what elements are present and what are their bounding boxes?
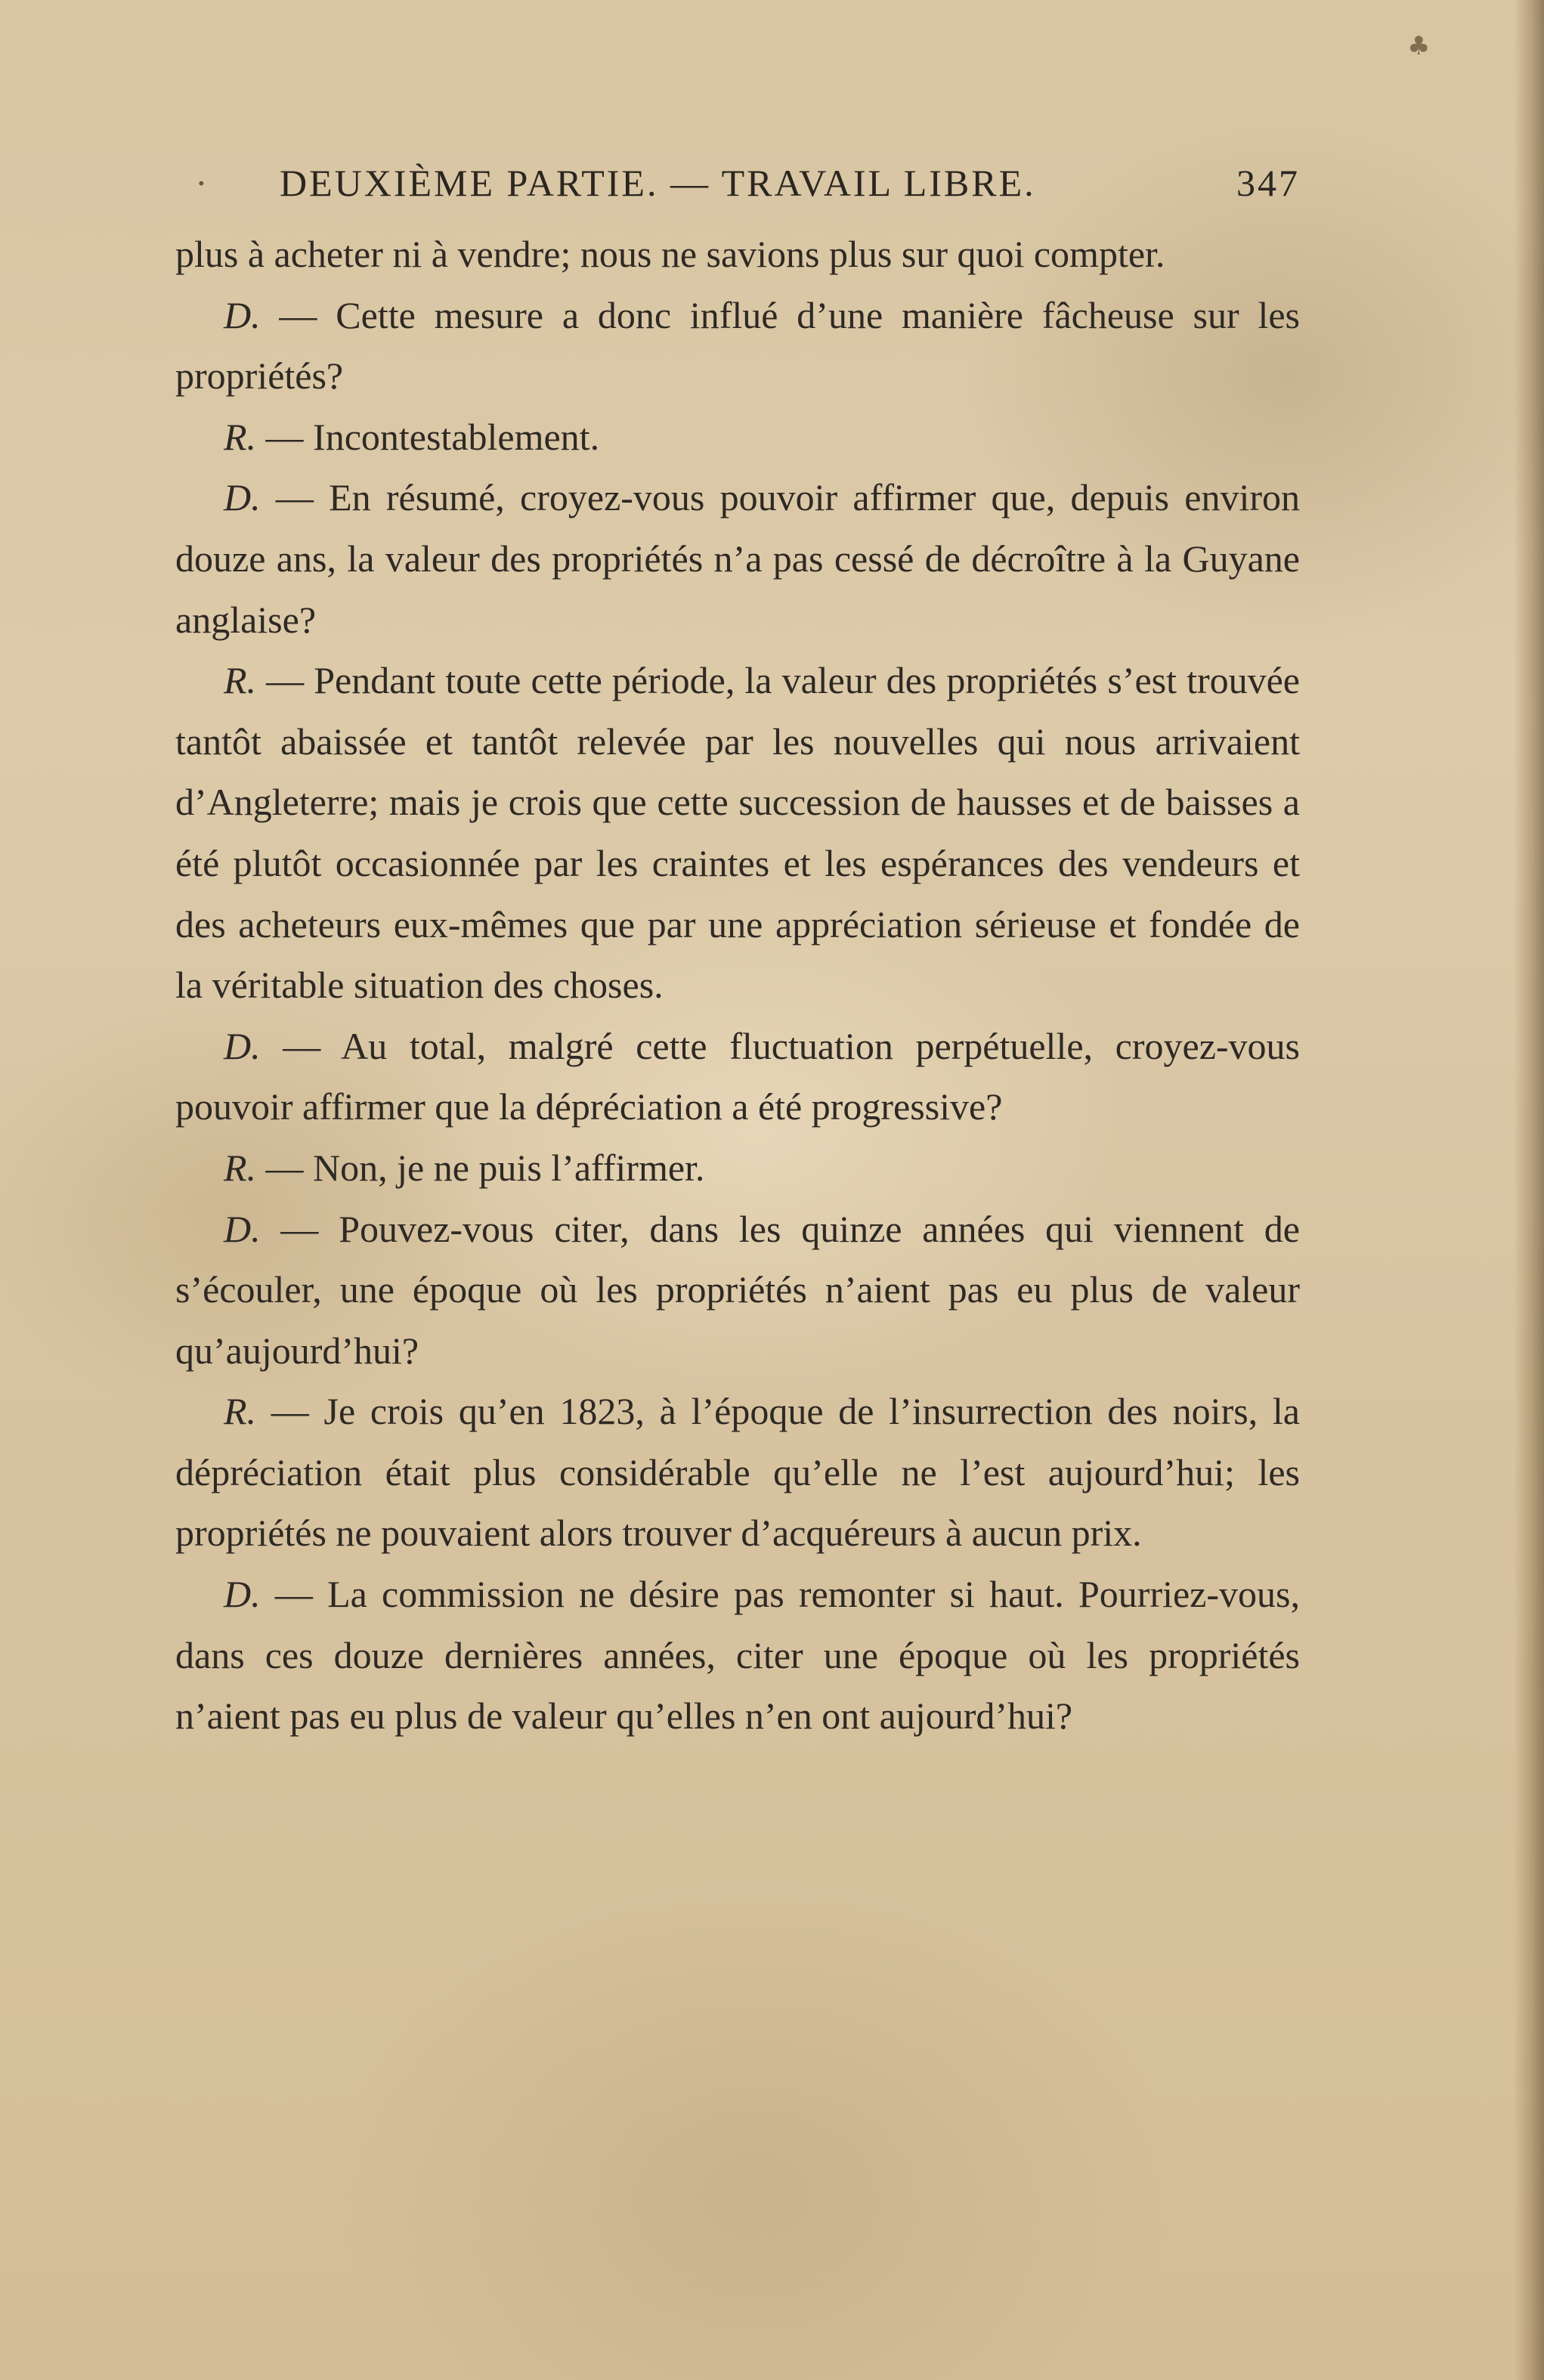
- paragraph-text: — La commission ne désire pas remonter si haut. Pourriez-vous, dans ces douze dernières années, citer une époque où les propriétés n’aient pas eu plus de valeur qu’elles n’en ont aujourd’hui?: [175, 1573, 1300, 1738]
- speaker-label: D.: [224, 1024, 261, 1067]
- speaker-label: D.: [224, 1207, 261, 1250]
- paragraph-0: [175, 224, 1300, 285]
- paragraph-3: [175, 467, 1300, 650]
- paragraph-text: — Non, je ne puis l’affirmer.: [256, 1146, 705, 1189]
- paragraph-4: [175, 650, 1300, 1016]
- page-number: 347: [1236, 162, 1300, 204]
- paragraph-text: — Au total, malgré cette fluctuation perpétuelle, croyez-vous pouvoir affirmer que la dépréciation a été progressive?: [175, 1024, 1300, 1128]
- speaker-label: R.: [224, 1390, 257, 1433]
- paragraph-6: [175, 1137, 1300, 1199]
- paragraph-text: — Je crois qu’en 1823, à l’époque de l’insurrection des noirs, la dépréciation était plus considérable qu’elle ne l’est aujourd’hui; les propriétés ne pouvaient alors trouver d’acquéreurs à aucun prix.: [175, 1390, 1300, 1555]
- paragraph-text: plus à acheter ni à vendre; nous ne savions plus sur quoi compter.: [175, 233, 1165, 275]
- paragraph-5: [175, 1016, 1300, 1137]
- paragraph-text: — En résumé, croyez-vous pouvoir affirmer que, depuis environ douze ans, la valeur des propriétés n’a pas cessé de décroître à la Guyane anglaise?: [175, 476, 1300, 641]
- header-bullet: ·: [195, 162, 210, 204]
- paragraph-text: — Pendant toute cette période, la valeur des propriétés s’est trouvée tantôt abaissée et tantôt relevée par les nouvelles qui nous arrivaient d’Angleterre; mais je crois que cette succession de hausses et de baisses a été plutôt occasionnée par les craintes et les espérances des vendeurs et des acheteurs eux-mêmes que par une appréciation sérieuse et fondée de la véritable situation des choses.: [175, 659, 1300, 1007]
- paragraph-text: — Pouvez-vous citer, dans les quinze années qui viennent de s’écouler, une époque où les propriétés n’aient pas eu plus de valeur qu’aujourd’hui?: [175, 1207, 1300, 1372]
- speaker-label: R.: [224, 415, 257, 458]
- paragraph-7: [175, 1199, 1300, 1382]
- paragraph-1: [175, 285, 1300, 407]
- speaker-label: R.: [224, 1146, 257, 1189]
- paragraph-9: [175, 1564, 1300, 1747]
- corner-ornament-icon: ♣: [1407, 31, 1431, 61]
- speaker-label: D.: [224, 1573, 261, 1616]
- page-edge-shadow: [1514, 0, 1544, 2380]
- paragraph-text: — Cette mesure a donc influé d’une manière fâcheuse sur les propriétés?: [175, 293, 1300, 398]
- paragraph-text: — Incontestablement.: [256, 415, 600, 458]
- paragraph-2: [175, 407, 1300, 468]
- body-text: [175, 224, 1300, 1747]
- paragraph-8: [175, 1381, 1300, 1564]
- speaker-label: R.: [224, 659, 257, 702]
- running-header: [174, 160, 1300, 206]
- speaker-label: D.: [224, 476, 261, 519]
- speaker-label: D.: [224, 293, 261, 336]
- header-title: DEUXIÈME PARTIE. — TRAVAIL LIBRE.: [280, 162, 1036, 204]
